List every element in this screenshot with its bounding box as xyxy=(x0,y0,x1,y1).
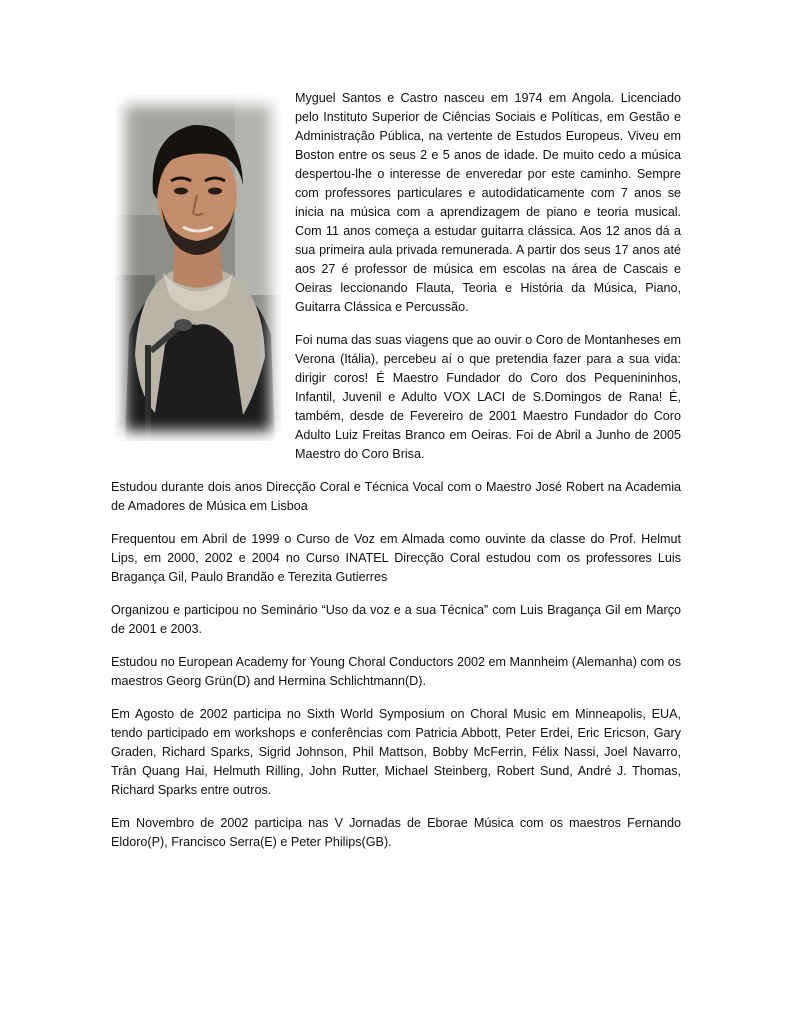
biography-body xyxy=(111,89,681,866)
paragraph-curso-voz: Frequentou em Abril de 1999 o Curso de Voz em Almada como ouvinte da classe do Prof. Helmut Lips, em 2000, 2002 e 2004 no Curso INATEL Direcção Coral estudou com os professores Luis Bragança Gil, Paulo Brandão e Terezita Gutierres xyxy=(111,532,681,584)
paragraph-direccao-coral: Estudou durante dois anos Direcção Coral e Técnica Vocal com o Maestro José Robert na Academia de Amadores de Música em Lisboa xyxy=(111,480,681,513)
portrait-photo-icon xyxy=(115,95,281,441)
paragraph-seminario: Organizou e participou no Seminário “Uso da voz e a sua Técnica” com Luis Bragança Gil em Março de 2001 e 2003. xyxy=(111,603,681,636)
paragraph-european-academy: Estudou no European Academy for Young Choral Conductors 2002 em Mannheim (Alemanha) com os maestros Georg Grün(D) and Hermina Schlichtmann(D). xyxy=(111,655,681,688)
paragraph-jornadas-eborae: Em Novembro de 2002 participa nas V Jornadas de Eborae Música com os maestros Fernando Eldoro(P), Francisco Serra(E) e Peter Philips(GB). xyxy=(111,816,681,849)
paragraph-world-symposium: Em Agosto de 2002 participa no Sixth World Symposium on Choral Music em Minneapolis, EUA, tendo participado em workshops e conferências com Patricia Abbott, Peter Erdei, Eric Ericson, Gary Graden, Richard Sparks, Sigrid Johnson, Phil Mattson, Bobby McFerrin, Félix Nassi, Joel Navarro, Trân Quang Hai, Helmuth Rilling, John Rutter, Michael Steinberg, Robert Sund, André J. Thomas, Richard Sparks entre outros. xyxy=(111,707,681,797)
paragraph-verona: Foi numa das suas viagens que ao ouvir o Coro de Montanheses em Verona (Itália), percebeu aí o que pretendia fazer para a sua vida: dirigir coros! É Maestro Fundador do Coro dos Pequenininhos, Infantil, Juvenil e Adulto VOX LACI de S.Domingos de Rana! É, também, desde de Fevereiro de 2001 Maestro Fundador do Coro Adulto Luiz Freitas Branco em Oeiras. Foi de Abril a Junho de 2005 Maestro do Coro Brisa. xyxy=(295,333,681,461)
paragraph-intro: Myguel Santos e Castro nasceu em 1974 em Angola. Licenciado pelo Instituto Superior de Ciências Sociais e Políticas, em Gestão e Administração Pública, na vertente de Estudos Europeus. Viveu em Boston entre os seus 2 e 5 anos de idade. De muito cedo a música despertou-lhe o interesse de enveredar por este caminho. Sempre com professores particulares e autodidaticamente com 7 anos se inicia na música com a aprendizagem de piano e teoria musical. Com 11 anos começa a estudar guitarra clássica. Aos 12 anos dá a sua primeira aula privada remunerada. A partir dos seus 17 anos até aos 27 é professor de música em escolas na área de Cascais e Oeiras leccionando Flauta, Teoria e História da Música, Piano, Guitarra Clássica e Percussão. xyxy=(295,91,681,314)
portrait-photo xyxy=(115,95,281,441)
